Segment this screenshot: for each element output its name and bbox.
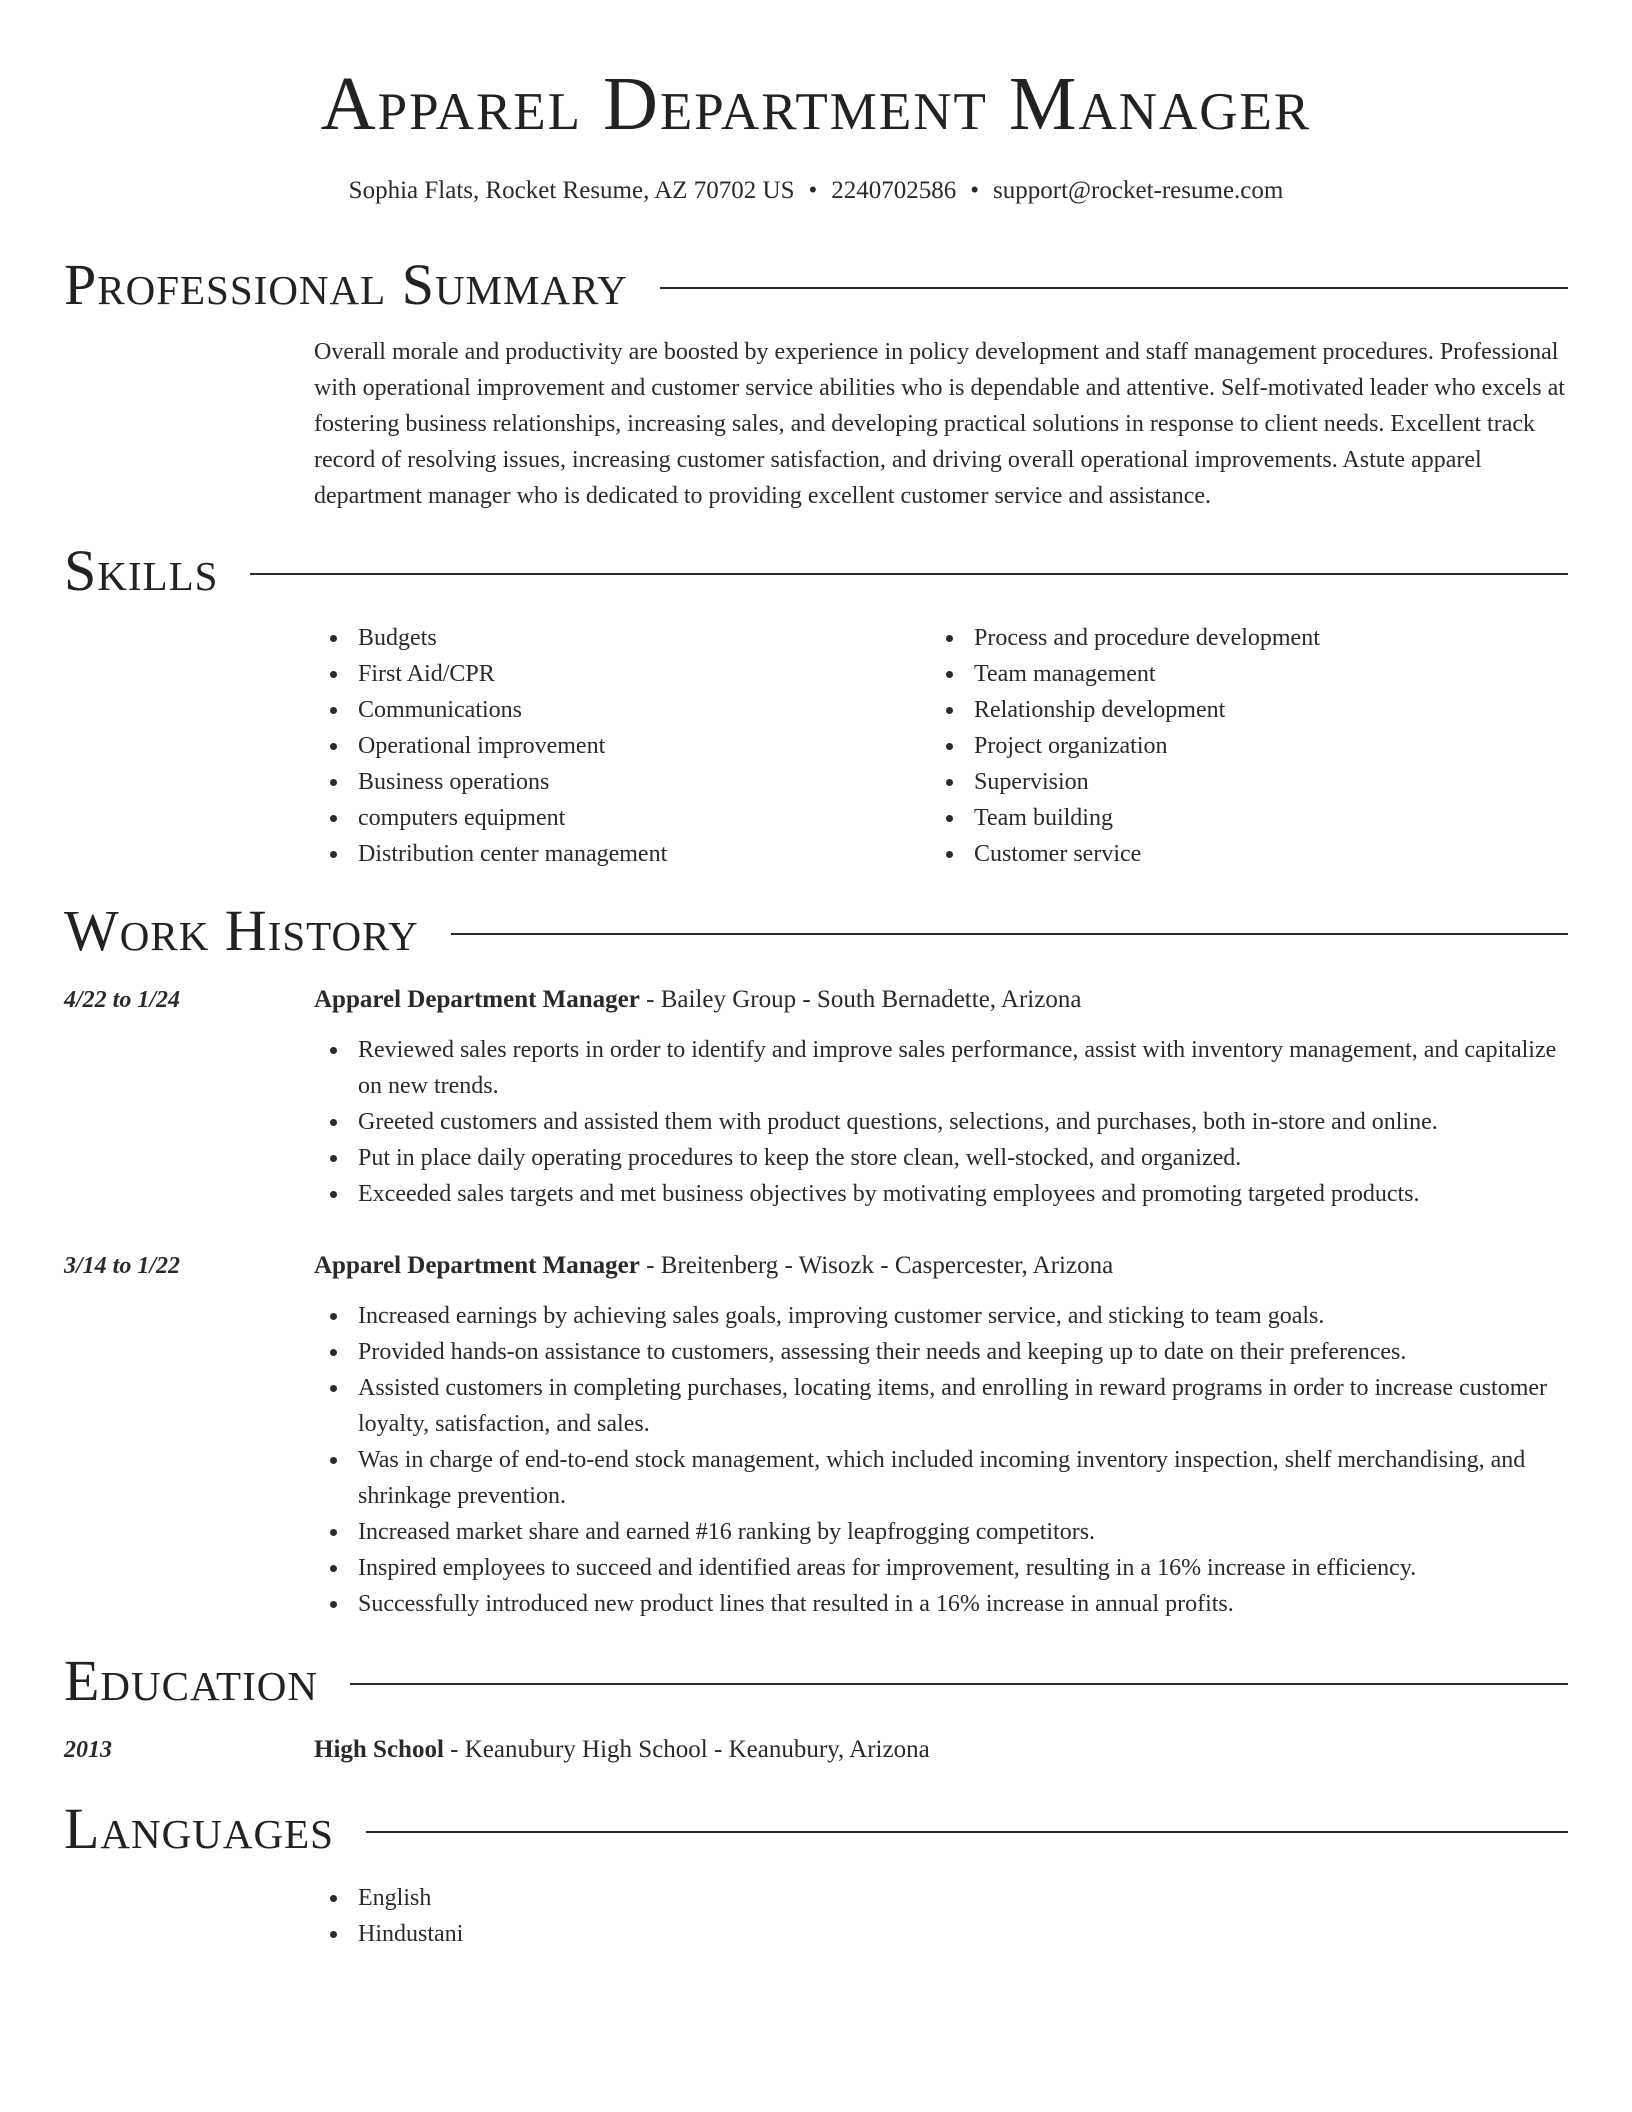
section-title-skills: Skills [64,538,219,603]
language-item: Hindustani [314,1916,1570,1952]
job-bullet: Inspired employees to succeed and identified areas for improvement, resulting in a 16% increase in efficiency. [314,1550,1570,1586]
job-company-location: - Bailey Group - South Bernadette, Arizona [639,986,1082,1013]
skill-item: Team management [930,656,1546,692]
section-header-education [64,1648,1568,1714]
skill-item: computers equipment [314,800,930,836]
section-title-summary: Professional Summary [64,252,628,317]
job-dates: 3/14 to 1/22 [64,1253,181,1279]
resume-name-title: Apparel Department Manager [320,62,1312,146]
separator-dot: • [970,177,980,204]
section-header-languages [64,1796,1568,1862]
contact-line [0,174,1632,208]
skill-item: Relationship development [930,692,1546,728]
skill-item: Operational improvement [314,728,930,764]
skill-item: Customer service [930,836,1546,872]
summary-text: Overall morale and productivity are boosted by experience in policy development and staff management procedures. Professional with operational improvement and customer service abilities who is dependable and attentive. Self-motivated leader who excels at fostering business relationships, increasing sales, and developing practical solutions in response to client needs. Excellent track record of resolving issues, increasing customer satisfaction, and driving overall operational improvements. Astute apparel department manager who is dedicated to providing excellent customer service and assistance. [314,339,1565,509]
skills-column-left [314,620,930,872]
skill-item: Business operations [314,764,930,800]
job-company-location: - Breitenberg - Wisozk - Caspercester, Arizona [639,1252,1114,1279]
job-bullets [314,1032,1570,1212]
skill-item: Project organization [930,728,1546,764]
job-bullet: Assisted customers in completing purchases, locating items, and enrolling in reward programs in order to increase customer loyalty, satisfaction, and sales. [314,1370,1570,1442]
section-title-languages: Languages [64,1796,334,1861]
education-year: 2013 [64,1737,112,1763]
skill-item: Supervision [930,764,1546,800]
job-bullet: Greeted customers and assisted them with product questions, selections, and purchases, both in-store and online. [314,1104,1570,1140]
skill-item: First Aid/CPR [314,656,930,692]
email: support@rocket-resume.com [993,177,1284,204]
education-heading [314,1732,1570,1768]
section-header-summary [64,252,1568,318]
job-entry [314,982,1570,1212]
languages-bullets [314,1880,1570,1952]
phone: 2240702586 [831,177,957,204]
job-bullets [314,1298,1570,1622]
section-divider [451,933,1568,935]
job-bullet: Successfully introduced new product lines that resulted in a 16% increase in annual profits. [314,1586,1570,1622]
skill-item: Process and procedure development [930,620,1546,656]
separator-dot: • [808,177,818,204]
skills-list [314,620,1570,872]
education-degree: High School [314,1736,444,1763]
job-bullet: Exceeded sales targets and met business objectives by motivating employees and promoting targeted products. [314,1176,1570,1212]
skill-item: Budgets [314,620,930,656]
section-divider [660,287,1568,289]
section-header-work [64,898,1568,964]
skill-item: Communications [314,692,930,728]
job-bullet: Reviewed sales reports in order to identify and improve sales performance, assist with inventory management, and capitalize on new trends. [314,1032,1570,1104]
job-dates: 4/22 to 1/24 [64,987,181,1013]
section-title-work: Work History [64,898,419,963]
skill-item: Distribution center management [314,836,930,872]
skills-column-right [930,620,1546,872]
section-title-education: Education [64,1648,318,1713]
skill-item: Team building [930,800,1546,836]
education-school-location: - Keanubury High School - Keanubury, Arizona [443,1736,930,1763]
job-bullet: Increased market share and earned #16 ranking by leapfrogging competitors. [314,1514,1570,1550]
job-bullet: Provided hands-on assistance to customers, assessing their needs and keeping up to date on their preferences. [314,1334,1570,1370]
section-divider [350,1683,1568,1685]
language-item: English [314,1880,1570,1916]
languages-list [314,1880,1570,1952]
education-entry [314,1732,1570,1768]
job-bullet: Was in charge of end-to-end stock management, which included incoming inventory inspection, shelf merchandising, and shrinkage prevention. [314,1442,1570,1514]
job-bullet: Put in place daily operating procedures to keep the store clean, well-stocked, and organized. [314,1140,1570,1176]
summary-block [314,334,1570,514]
section-header-skills [64,538,1568,604]
address: Sophia Flats, Rocket Resume, AZ 70702 US [348,177,795,204]
section-divider [366,1831,1568,1833]
job-title: Apparel Department Manager [314,986,640,1013]
job-bullet: Increased earnings by achieving sales goals, improving customer service, and sticking to team goals. [314,1298,1570,1334]
section-divider [250,573,1568,575]
job-title: Apparel Department Manager [314,1252,640,1279]
job-heading [314,982,1570,1018]
job-heading [314,1248,1570,1284]
job-entry [314,1248,1570,1622]
